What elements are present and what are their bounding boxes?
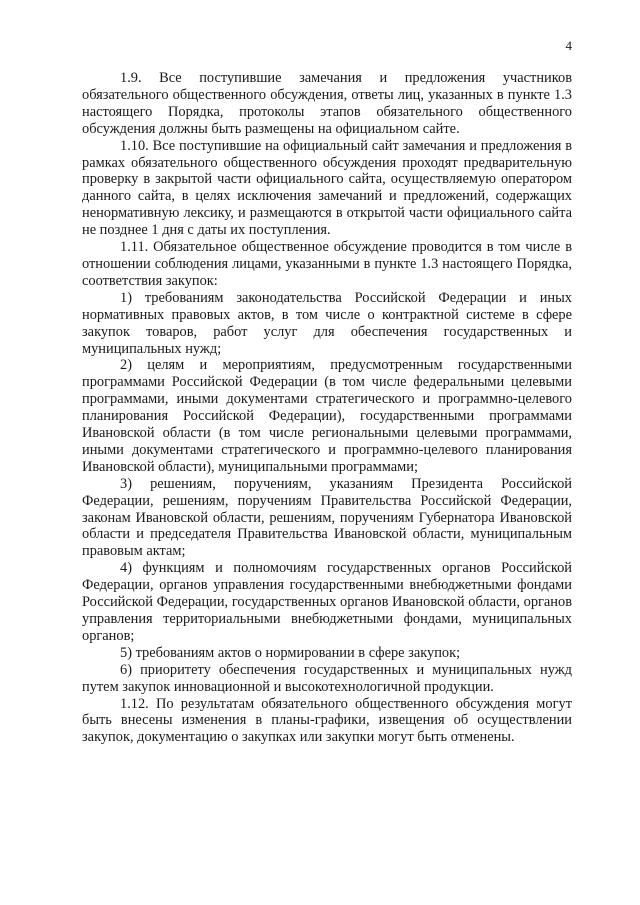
list-item-4: 4) функциям и полномочиям государственных органов Российской Федерации, органов управления государственными внебюджетными фондами Российской Федерации, государственных органов Ивановской области, органов управления территориальными внебюджетными фондами, муниципальных органов; [82,560,572,644]
paragraph-1-12: 1.12. По результатам обязательного общественного обсуждения могут быть внесены изменения в планы-графики, извещения об осуществлении закупок, документацию о закупках или закупки могут быть отменены. [82,695,572,746]
list-item-6: 6) приоритету обеспечения государственных и муниципальных нужд путем закупок инновационной и высокотехнологичной продукции. [82,661,572,695]
paragraph-1-10: 1.10. Все поступившие на официальный сайт замечания и предложения в рамках обязательного общественного обсуждения проходят предварительную проверку в закрытой части официального сайта, осуществляемую оператором данного сайта, в целях исключения замечаний и предложений, содержащих ненормативную лексику, и размещаются в открытой части официального сайта не позднее 1 дня с даты их поступления. [82,137,572,239]
list-item-5: 5) требованиям актов о нормировании в сфере закупок; [120,644,461,661]
page-number: 4 [565,38,572,53]
paragraph-1-9: 1.9. Все поступившие замечания и предложения участников обязательного общественного обсуждения, ответы лиц, указанных в пункте 1.3 настоящего Порядка, протоколы этапов обязательного общественного обсуждения должны быть размещены на официальном сайте. [82,70,572,137]
list-item-2: 2) целям и мероприятиям, предусмотренным государственными программами Российской Федерации (в том числе федеральными целевыми программами, иными документами стратегического и программно-целевого планирования Российской Федерации), государственными программами Ивановской области (в том числе региональными целевыми программами, иными документами стратегического и программно-целевого планирования Ивановской области), муниципальными программами; [82,357,572,475]
list-item-3: 3) решениям, поручениям, указаниям Президента Российской Федерации, решениям, поручениям Правительства Российской Федерации, законам Ивановской области, решениям, поручениям Губернатора Ивановской области и председателя Правительства Ивановской области, муниципальным правовым актам; [82,475,572,560]
paragraph-1-11: 1.11. Обязательное общественное обсуждение проводится в том числе в отношении соблюдения лицами, указанными в пункте 1.3 настоящего Порядка, соответствия закупок: [82,239,572,289]
document-body [82,70,572,746]
list-item-1: 1) требованиям законодательства Российской Федерации и иных нормативных правовых актов, в том числе о контрактной системе в сфере закупок товаров, работ услуг для обеспечения государственных и муниципальных нужд; [82,289,572,357]
